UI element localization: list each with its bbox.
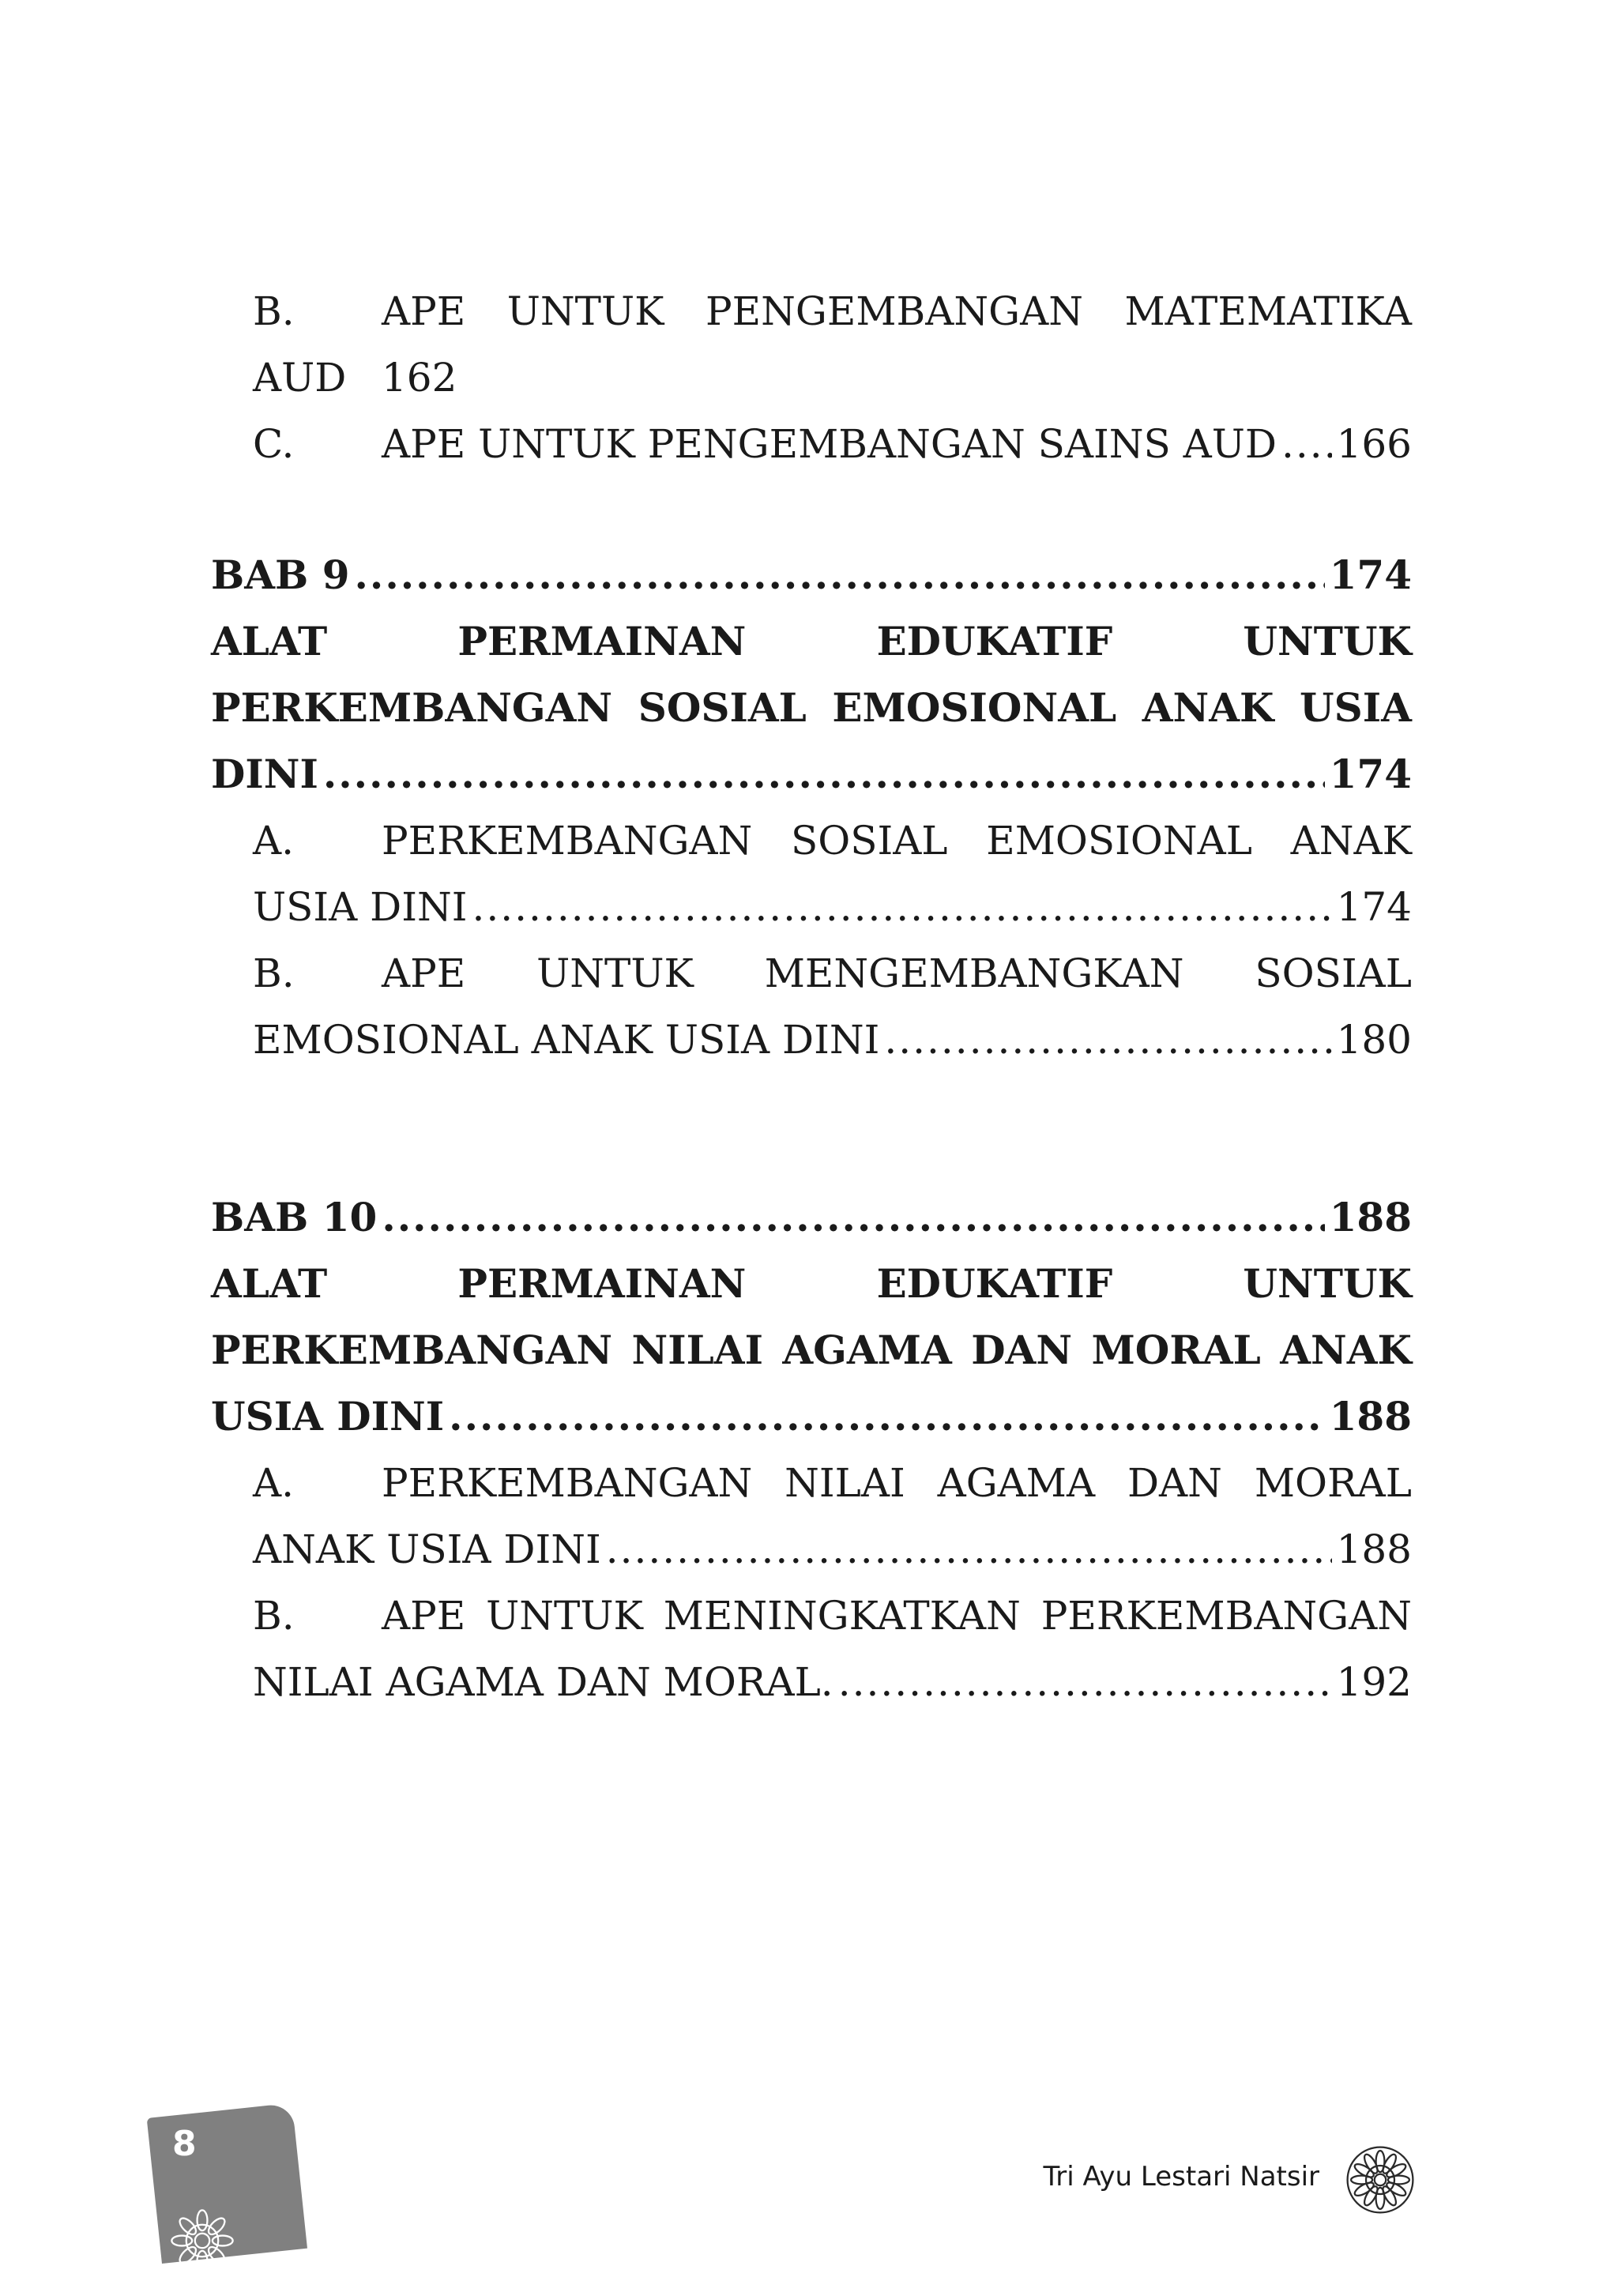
title-word: UNTUK <box>486 1593 643 1639</box>
toc-item-letter: B. <box>253 950 295 996</box>
author-name: Tri Ayu Lestari Natsir <box>1043 2161 1319 2192</box>
title-word: EDUKATIF <box>876 618 1113 664</box>
toc-item-c[interactable] <box>253 411 1412 477</box>
chapter-label-bab-10[interactable] <box>211 1184 1412 1251</box>
toc-leader-dots <box>323 741 1325 807</box>
title-word: UNTUK <box>1243 1260 1412 1307</box>
toc-leader-dots <box>606 1516 1332 1583</box>
title-word: PENGEMBANGAN <box>706 288 1083 334</box>
chapter-title-line-3[interactable] <box>211 1383 1412 1450</box>
toc-item-a-line1[interactable] <box>253 807 1412 874</box>
toc-item-letter: C. <box>253 421 295 467</box>
toc-item-title-words <box>382 807 1412 874</box>
title-word: PERMAINAN <box>457 618 747 664</box>
toc-item-title-words <box>382 278 1412 344</box>
chapter-title-page: 188 <box>1329 1393 1412 1440</box>
toc-leader-dots <box>472 874 1331 940</box>
title-word: EDUKATIF <box>876 1260 1113 1307</box>
title-word: MENGEMBANGKAN <box>764 950 1184 996</box>
title-word: SOSIAL <box>638 684 807 731</box>
title-word: ANAK <box>1142 684 1274 731</box>
title-word: MENINGKATKAN <box>663 1593 1021 1639</box>
chapter-title-line-3[interactable] <box>211 741 1412 807</box>
toc-item-b-line1[interactable] <box>253 1583 1412 1649</box>
toc-item-title: APE UNTUK PENGEMBANGAN SAINS AUD <box>382 421 1277 467</box>
toc-item-page: 188 <box>1336 1526 1412 1572</box>
title-word: SOSIAL <box>1255 950 1412 996</box>
chapter-label-page: 188 <box>1329 1194 1412 1240</box>
title-word: NILAI <box>785 1460 905 1506</box>
toc-item-a-line2[interactable] <box>253 874 1412 940</box>
toc-item-letter: A. <box>253 818 295 864</box>
title-word: PERKEMBANGAN <box>382 1460 753 1506</box>
title-word: ALAT <box>211 618 328 664</box>
toc-item-a-line2[interactable] <box>253 1516 1412 1583</box>
title-word: AGAMA <box>937 1460 1096 1506</box>
chapter-title-end: DINI <box>211 751 318 797</box>
title-word: ANAK <box>1290 818 1412 864</box>
toc-leader-dots <box>838 1649 1332 1715</box>
title-word: EMOSIONAL <box>832 684 1117 731</box>
toc-item-title-continued: USIA DINI <box>253 884 468 930</box>
toc-item-title-continued: ANAK USIA DINI <box>253 1526 601 1572</box>
toc-item-page: 162 <box>382 355 457 401</box>
chapter-title-end: USIA DINI <box>211 1393 445 1440</box>
chapter-title-line-2[interactable] <box>211 1317 1412 1383</box>
title-word: APE <box>382 288 466 334</box>
toc-item-title-continued: EMOSIONAL ANAK USIA DINI <box>253 1017 880 1063</box>
toc-item-title-continued: NILAI AGAMA DAN MORAL. <box>253 1659 833 1705</box>
mandala-icon <box>1345 2144 1416 2215</box>
toc-item-page: 174 <box>1336 884 1412 930</box>
title-word: PERMAINAN <box>457 1260 747 1307</box>
toc-item-page: 180 <box>1336 1017 1412 1063</box>
chapter-label: BAB 9 <box>211 551 350 598</box>
toc-item-b-line1[interactable] <box>253 278 1412 344</box>
toc-item-title-words <box>382 1450 1412 1516</box>
chapter-title-page: 174 <box>1329 751 1412 797</box>
toc-item-b-line2[interactable] <box>253 1007 1412 1073</box>
title-word: DAN <box>971 1327 1073 1373</box>
title-word: AGAMA <box>782 1327 952 1373</box>
title-word: SOSIAL <box>790 818 948 864</box>
toc-item-title-words <box>382 1583 1412 1649</box>
chapter-label-bab-9[interactable] <box>211 542 1412 608</box>
title-word: ALAT <box>211 1260 328 1307</box>
toc-leader-dots <box>382 1184 1324 1251</box>
toc-item-letter: B. <box>253 288 295 334</box>
chapter-title-line-1[interactable] <box>211 608 1412 675</box>
title-word: UNTUK <box>536 950 694 996</box>
title-word: DAN <box>1127 1460 1222 1506</box>
chapter-title-line-1[interactable] <box>211 1251 1412 1317</box>
title-word: MORAL <box>1254 1460 1412 1506</box>
mandala-icon <box>166 2204 239 2277</box>
toc-leader-dots <box>884 1007 1331 1073</box>
toc-item-letter: B. <box>253 1593 295 1639</box>
toc-item-b-line1[interactable] <box>253 940 1412 1007</box>
title-word: EMOSIONAL <box>986 818 1252 864</box>
title-word: UNTUK <box>506 288 664 334</box>
title-word: APE <box>382 1593 466 1639</box>
title-word: NILAI <box>631 1327 763 1373</box>
title-word: MORAL <box>1091 1327 1261 1373</box>
chapter-title-line-2[interactable] <box>211 675 1412 741</box>
title-word: USIA <box>1300 684 1412 731</box>
toc-leader-dots <box>449 1383 1324 1450</box>
title-word: PERKEMBANGAN <box>1040 1593 1412 1639</box>
title-word: UNTUK <box>1243 618 1412 664</box>
title-word: ANAK <box>1280 1327 1412 1373</box>
title-word: PERKEMBANGAN <box>382 818 753 864</box>
toc-item-b-line2[interactable] <box>253 1649 1412 1715</box>
toc-item-page: 166 <box>1336 421 1412 467</box>
title-word: PERKEMBANGAN <box>211 684 613 731</box>
toc-leader-dots <box>355 542 1325 608</box>
toc-item-title-continued: AUD <box>253 355 347 401</box>
chapter-label: BAB 10 <box>211 1194 378 1240</box>
toc-item-a-line1[interactable] <box>253 1450 1412 1516</box>
title-word: PERKEMBANGAN <box>211 1327 613 1373</box>
toc-item-b-line2[interactable] <box>253 344 1412 411</box>
toc-item-title-words <box>382 940 1412 1007</box>
chapter-label-page: 174 <box>1329 551 1412 598</box>
toc-leader-dots <box>1281 411 1332 477</box>
toc-item-letter: A. <box>253 1460 295 1506</box>
toc-item-page: 192 <box>1336 1659 1412 1705</box>
title-word: APE <box>382 950 466 996</box>
title-word: MATEMATIKA <box>1124 288 1412 334</box>
page-number: 8 <box>172 2124 197 2164</box>
